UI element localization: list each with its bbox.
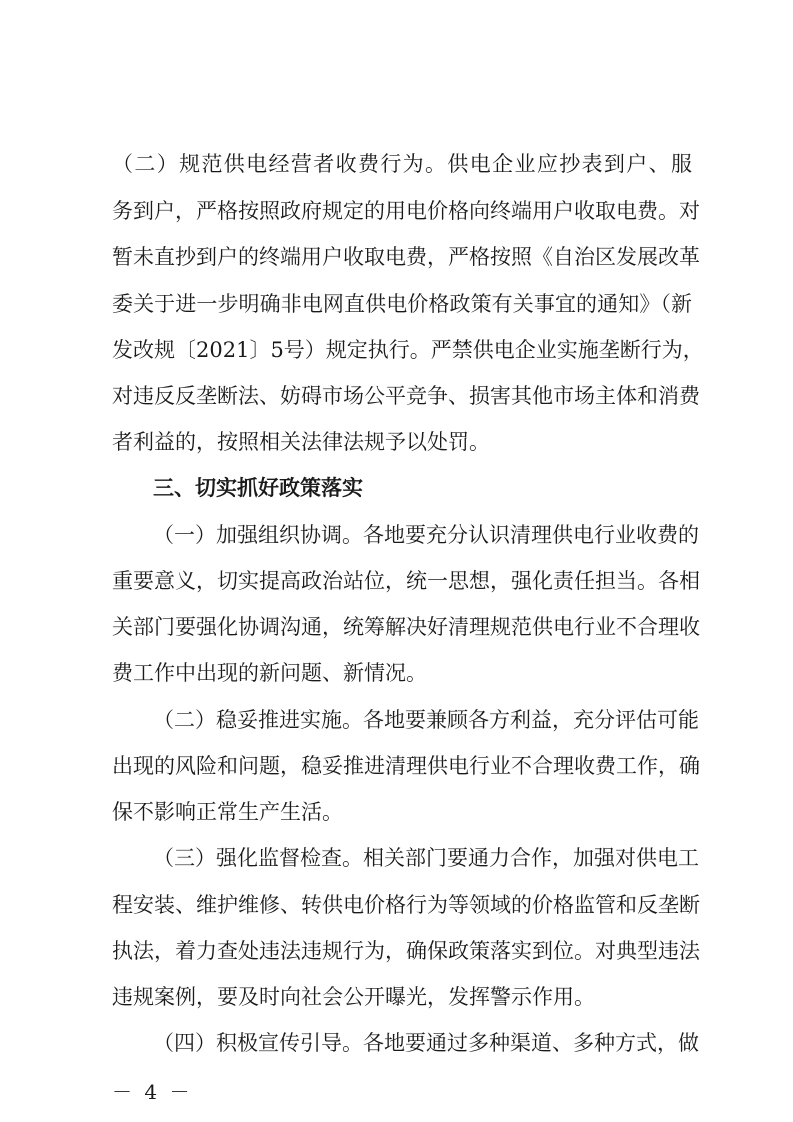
paragraph-line: （四）积极宣传引导。各地要通过多种渠道、多种方式，做 <box>153 1031 699 1055</box>
paragraph-line: 违规案例，要及时向社会公开曝光，发挥警示作用。 <box>112 985 595 1009</box>
paragraph-line: 者利益的，按照相关法律法规予以处罚。 <box>112 430 490 454</box>
paragraph-line: 务到户，严格按照政府规定的用电价格向终端用户收取电费。对 <box>112 199 700 223</box>
paragraph-line: 委关于进一步明确非电网直供电价格政策有关事宜的通知》（新 <box>112 292 692 316</box>
paragraph-line: 对违反反垄断法、妨碍市场公平竞争、损害其他市场主体和消费 <box>112 384 700 408</box>
page-number: － 4 － <box>112 1080 193 1104</box>
paragraph-line: （二）稳妥推进实施。各地要兼顾各方利益，充分评估可能 <box>153 708 699 732</box>
paragraph-line: 执法，着力查处违法违规行为，确保政策落实到位。对典型违法 <box>112 939 700 963</box>
paragraph-line: （三）强化监督检查。相关部门要通力合作，加强对供电工 <box>153 846 699 870</box>
paragraph-line: （二）规范供电经营者收费行为。供电企业应抄表到户、服 <box>112 152 692 176</box>
paragraph-line: （一）加强组织协调。各地要充分认识清理供电行业收费的 <box>153 523 699 547</box>
section-heading: 三、切实抓好政策落实 <box>153 476 363 500</box>
paragraph-line: 关部门要强化协调沟通，统筹解决好清理规范供电行业不合理收 <box>112 615 700 639</box>
paragraph-line: 程安装、维护维修、转供电价格行为等领域的价格监管和反垄断 <box>112 893 700 917</box>
paragraph-line: 费工作中出现的新问题、新情况。 <box>112 661 427 685</box>
paragraph-line: 重要意义，切实提高政治站位，统一思想，强化责任担当。各相 <box>112 569 700 593</box>
paragraph-line: 出现的风险和问题，稳妥推进清理供电行业不合理收费工作，确 <box>112 754 700 778</box>
paragraph-line: 保不影响正常生产生活。 <box>112 800 343 824</box>
paragraph-line: 暂未直抄到户的终端用户收取电费，严格按照《自治区发展改革 <box>112 245 700 269</box>
paragraph-line: 发改规〔2021〕5号）规定执行。严禁供电企业实施垄断行为， <box>112 338 704 362</box>
